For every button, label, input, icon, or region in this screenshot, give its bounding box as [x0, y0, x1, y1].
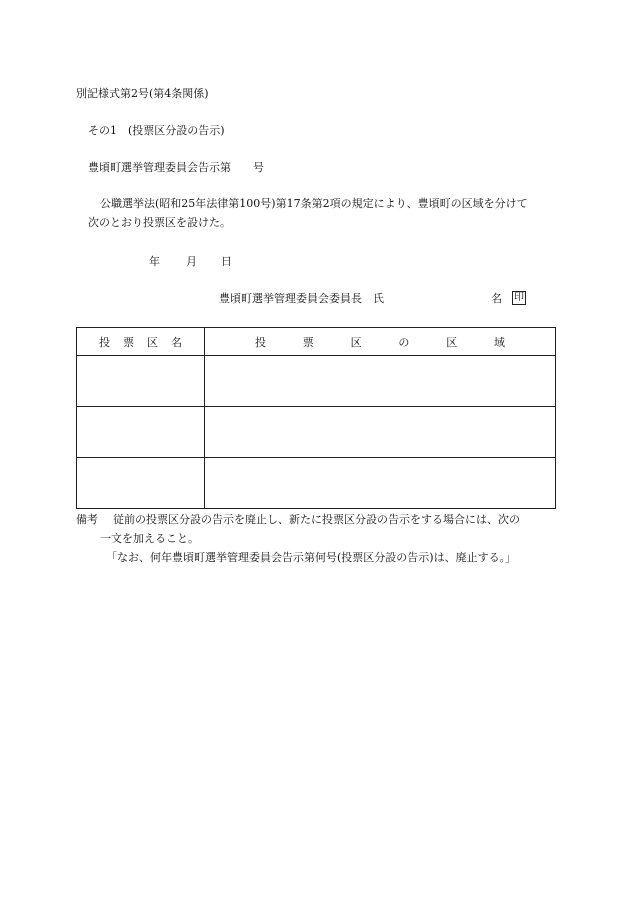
- header-char: 票: [123, 335, 134, 349]
- table-row: [77, 356, 556, 407]
- table-row: [77, 407, 556, 458]
- remarks-line-2: 一文を加えること。: [100, 532, 199, 545]
- table-header-row: [77, 328, 556, 356]
- body-line-2: 次のとおり投票区を設けた。: [88, 216, 231, 229]
- remarks-line-3: 「なお、何年豊頃町選挙管理委員会告示第何号(投票区分設の告示)は、廃止する。」: [106, 551, 517, 564]
- seal-mark: 印: [514, 292, 524, 303]
- date-year: 年: [149, 255, 160, 268]
- ward-name-cell: [77, 356, 205, 407]
- header-char: の: [398, 335, 410, 349]
- header-char: 票: [302, 335, 314, 349]
- header-char: 域: [493, 335, 505, 349]
- ward-area-cell: [205, 458, 556, 509]
- date-day: 日: [221, 255, 232, 268]
- remarks-line-1: 従前の投票区分設の告示を廃止し、新たに投票区分設の告示をする場合には、次の: [113, 513, 520, 526]
- form-title: 別記様式第2号(第4条関係): [76, 87, 209, 100]
- ward-name-cell: [77, 458, 205, 509]
- remarks-label: 備考: [76, 513, 98, 526]
- header-char: 投: [255, 335, 266, 349]
- header-char: 区: [350, 335, 362, 349]
- section-title: その1 (投票区分設の告示): [88, 124, 225, 137]
- ward-table: [76, 327, 556, 509]
- signatory-title: 豊頃町選挙管理委員会委員長 氏: [219, 292, 384, 305]
- table-row: [77, 458, 556, 509]
- column-header-ward-area: [205, 328, 556, 356]
- date-month: 月: [186, 255, 197, 268]
- header-char: 区: [147, 335, 158, 349]
- ward-area-cell: [205, 407, 556, 458]
- header-char: 区: [446, 335, 458, 349]
- column-header-ward-name: [77, 328, 205, 356]
- header-char: 投: [99, 335, 110, 349]
- header-char: 名: [171, 335, 182, 349]
- ward-name-cell: [77, 407, 205, 458]
- signatory-name-label: 名: [491, 292, 502, 305]
- body-line-1: 公職選挙法(昭和25年法律第100号)第17条第2項の規定により、豊頃町の区域を分けて: [100, 197, 528, 210]
- ward-area-cell: [205, 356, 556, 407]
- notice-number: 豊頃町選挙管理委員会告示第 号: [88, 161, 264, 174]
